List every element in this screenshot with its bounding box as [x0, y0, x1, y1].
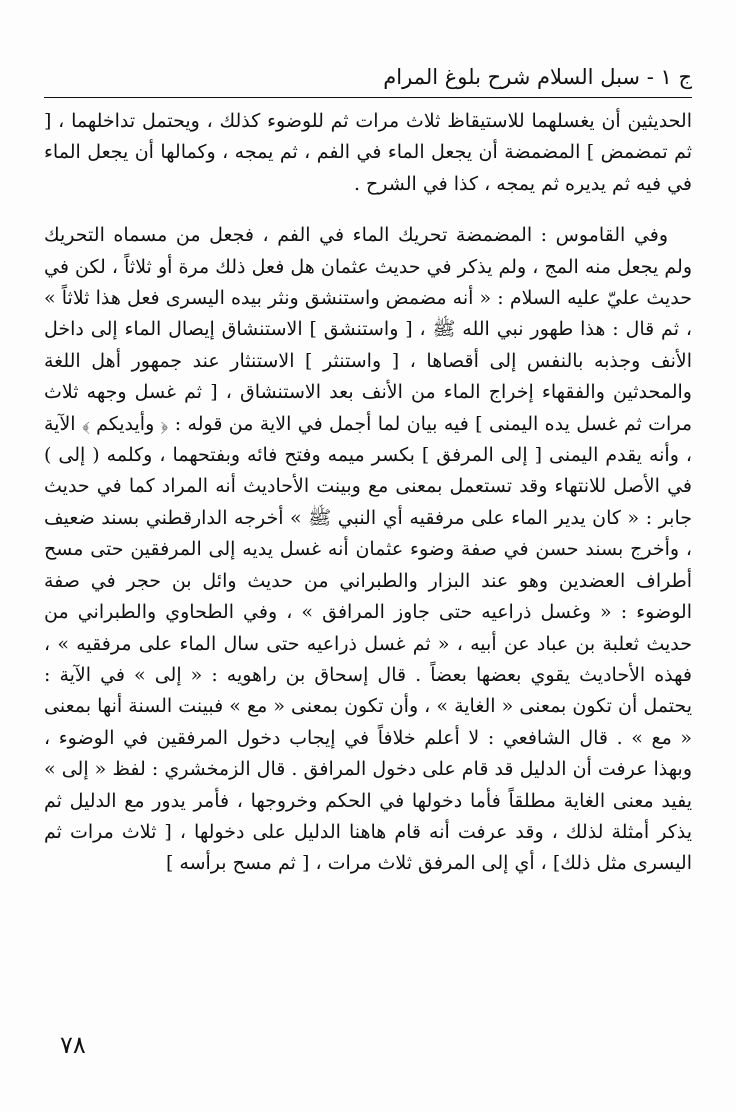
page-number: ٧٨ — [60, 1031, 86, 1059]
page-body — [44, 106, 692, 880]
paragraph-continuation: الحديثين أن يغسلهما للاستيقاظ ثلاث مرات ثم للوضوء كذلك ، ويحتمل تداخلهما ، [ ثم تمضمض ] المضمضة أن يجعل الماء في الفم ، ثم يمجه ، وكمالها أن يجعل الماء في فيه ثم يديره ثم يمجه ، كذا في الشرح . — [44, 110, 692, 195]
header-rule — [44, 97, 692, 98]
running-header: ج ١ - سبل السلام شرح بلوغ المرام — [383, 65, 692, 89]
paragraph-main: وفي القاموس : المضمضة تحريك الماء في الفم ، فجعل من مسماه التحريك ولم يجعل منه المج ، ولم يذكر في حديث عثمان هل فعل ذلك مرة أو ثلاثاً ، لكن في حديث عليّ عليه السلام : « أنه مضمض واستنشق ونثر بيده اليسرى فعل هذا ثلاثاً » ، ثم قال : هذا طهور نبي الله ﷺ ، [ واستنشق ] الاستنشاق إيصال الماء إلى داخل الأنف وجذبه بالنفس إلى أقصاها ، [ واستنثر ] الاستنثار عند جمهور أهل اللغة والمحدثين والفقهاء إخراج الماء من الأنف بعد الاستنشاق ، [ ثم غسل وجهه ثلاث مرات ثم غسل يده اليمنى ] فيه بيان لما أجمل في الاية من قوله : ﴿ وأيديكم ﴾ الآية ، وأنه يقدم اليمنى [ إلى المرفق ] بكسر ميمه وفتح فائه وبفتحهما ، وكلمه ( إلى ) في الأصل للانتهاء وقد تستعمل بمعنى مع وبينت الأحاديث أنه المراد كما في حديث جابر : « كان يدير الماء على مرفقيه أي النبي ﷺ » أخرجه الدارقطني بسند ضعيف ، وأخرج بسند حسن في صفة وضوء عثمان أنه غسل يديه إلى المرفقين حتى مسح أطراف العضدين وهو عند البزار والطبراني من حديث وائل بن حجر في صفة الوضوء : « وغسل ذراعيه حتى جاوز المرافق » ، وفي الطحاوي والطبراني من حديث ثعلبة بن عباد عن أبيه ، « ثم غسل ذراعيه حتى سال الماء على مرفقيه » ، فهذه الأحاديث يقوي بعضها بعضاً . قال إسحاق بن راهويه : « إلى » في الآية : يحتمل أن تكون بمعنى « الغاية » ، وأن تكون بمعنى « مع » فبينت السنة أنها بمعنى « مع » . قال الشافعي : لا أعلم خلافاً في إيجاب دخول المرفقين في الوضوء ، وبهذا عرفت أن الدليل قد قام على دخول المرافق . قال الزمخشري : لفظ « إلى » يفيد معنى الغاية مطلقاً فأما دخولها في الحكم وخروجها ، فأمر يدور مع الدليل ثم يذكر أمثلة لذلك ، وقد عرفت أنه قام هاهنا الدليل على دخولها ، [ ثلاث مرات ثم اليسرى مثل ذلك] ، أي إلى المرفق ثلاث مرات ، [ ثم مسح برأسه ] — [44, 224, 693, 875]
